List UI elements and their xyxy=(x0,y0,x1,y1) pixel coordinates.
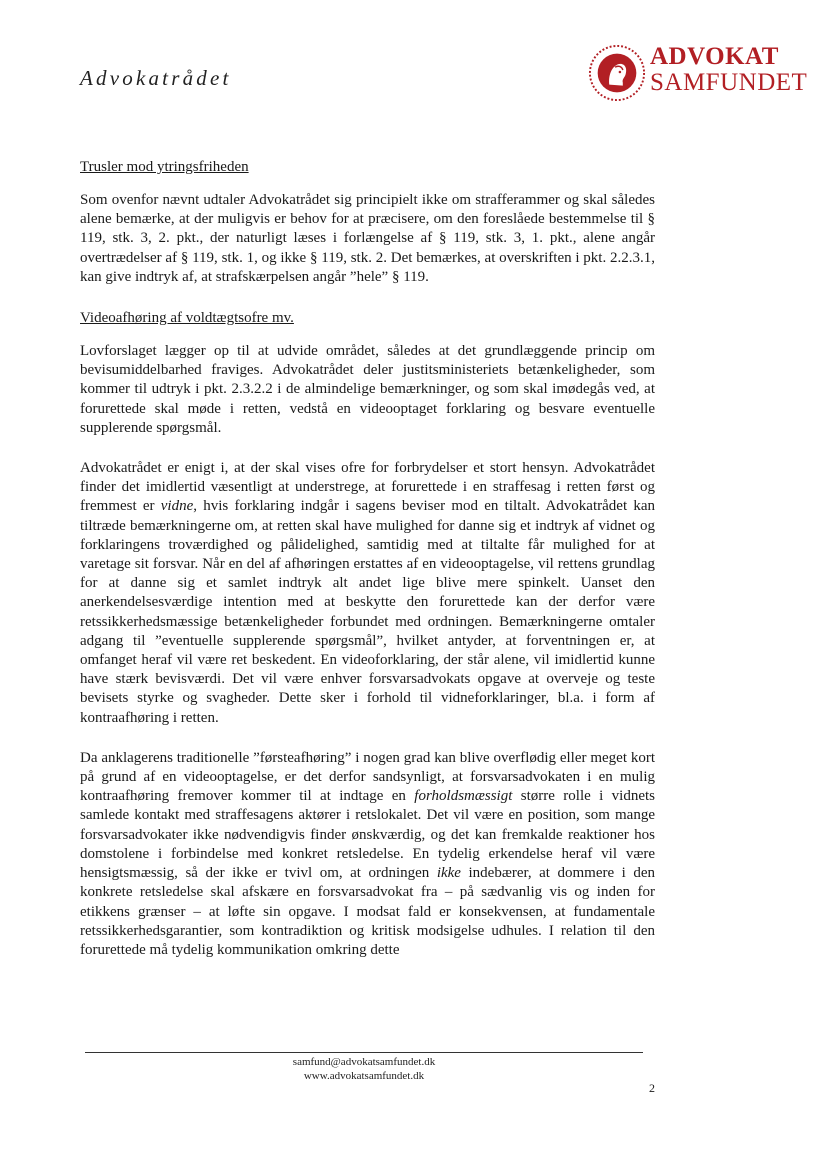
section-heading: Trusler mod ytringsfriheden xyxy=(80,159,249,175)
paragraph-text: indebærer, at dommere i den konkrete retsledelse skal afskære en forsvarsadvokat fra – på sædvanlig vis og inden for etikkens grænser – at løfte sin opgave. I modsat fald er konsekvensen, at fundamentale retssikkerhedsgarantier, som kontradiktion og kritisk modsigelse udhules. I relation til den forurettede må tydelig kommunikation omkring dette xyxy=(80,865,655,958)
section-heading: Videoafhøring af voldtægtsofre mv. xyxy=(80,310,294,327)
page-number: 2 xyxy=(649,1081,655,1095)
footer-divider xyxy=(85,1052,643,1053)
paragraph-text: Som ovenfor nævnt udtaler Advokatrådet sig principielt ikke om strafferammer og skal således alene bemærke, at der muligvis er behov for at præcisere, om den foreslåede bestemmelse til § 119, stk. 3, 2. pkt., der naturligt læses i forlængelse af § 119, stk. 3, 1. pkt., alene angår overtrædelser af § 119, stk. 1, og ikke § 119, stk. 2. Det bemærkes, at overskriften i pkt. 2.2.3.1, kan give indtryk af, at strafskærpelsen angår ”hele” § 119. xyxy=(80,192,655,285)
emphasized-text: ikke xyxy=(436,865,461,882)
body-paragraph xyxy=(80,342,655,438)
paragraph-text: Advokatrådet er enigt i, at der skal vises ofre for forbrydelser et stort hensyn. Advokatrådet finder det imidlertid væsentligt at understrege, at forurettede i en straffesag i retten først og fremmest er xyxy=(80,460,655,515)
advokatraadet-title: Advokatrådet xyxy=(80,66,232,90)
advokatsamfundet-logo xyxy=(588,40,820,106)
footer-email: samfund@advokatsamfundet.dk xyxy=(292,1056,436,1068)
document-body xyxy=(80,157,655,981)
body-paragraph xyxy=(80,749,655,960)
paragraph-text: , hvis forklaring indgår i sagens beviser mod en tiltalt. Advokatrådet kan tiltræde bemærkningerne om, at retten skal have mulighed for danne sig et indtryk af vidnet og forklaringens troværdighed og pålidelighed, samtidig med at tiltalte får mulighed for at varetage sit forsvar. Når en del af afhøringen erstattes af en videooptagelse, vil rettens grundlag for at danne sig et samlet indtryk alt andet lige blive mere spinkelt. Uanset den anerkendelsesværdige intention med at beskytte den forurettede kan der derfor være retssikkerhedsmæssige betænkeligheder forbundet med ordningen. Bemærkningerne omtaler adgang til ”eventuelle supplerende spørgsmål”, hvilket antyder, at forventningen er, at omfanget heraf vil være ret beskedent. En videoforklaring, der står alene, vil imidlertid kunne have stærk bevisværdi. Det vil være enhver forsvarsadvokats opgave at overveje og teste bevisets styrke og svagheder. Dette sker i forhold til vidneforklaringer, bl.a. i form af kontraafhøring i retten. xyxy=(80,498,655,726)
logo-line-1: ADVOKAT xyxy=(650,43,779,70)
body-paragraph xyxy=(80,459,655,728)
emphasized-text: vidne xyxy=(160,498,194,515)
footer-website: www.advokatsamfundet.dk xyxy=(303,1070,425,1082)
paragraph-text: Lovforslaget lægger op til at udvide området, således at det grundlæggende princip om bevisumiddelbarhed fraviges. Advokatrådet deler justitsministeriets betænkeligheder, som kommer til udtryk i pkt. 2.3.2.2 i de almindelige bemærkninger, og som skal imødegås ved, at forurettede skal møde i retten, vedstå en videooptaget forklaring og besvare eventuelle supplerende spørgsmål. xyxy=(80,343,655,436)
paragraph-text: Da anklagerens traditionelle ”førsteafhøring” i nogen grad kan blive overflødig eller meget kort på grund af en videooptagelse, er det derfor sandsynligt, at forsvarsadvokaten i en mulig kontraafhøring fremover kommer til at indtage en xyxy=(80,749,655,805)
logo-line-2: SAMFUNDET xyxy=(650,69,808,96)
footer xyxy=(85,1055,643,1083)
body-paragraph xyxy=(80,191,655,287)
paragraph-text: større rolle i vidnets samlede kontakt med straffesagens aktører i retslokalet. Det vil være en position, som mange forsvarsadvokater ikke nødvendigvis finder ønskværdig, og det kan fremkalde reaktioner hos domstolene i forbindelse med konkret retsledelse. En tydelig erkendelse heraf vil være hensigtsmæssig, så der ikke er tvivl om, at ordningen xyxy=(80,788,655,882)
seal-icon xyxy=(588,44,646,102)
emphasized-text: forholdsmæssigt xyxy=(414,788,513,805)
